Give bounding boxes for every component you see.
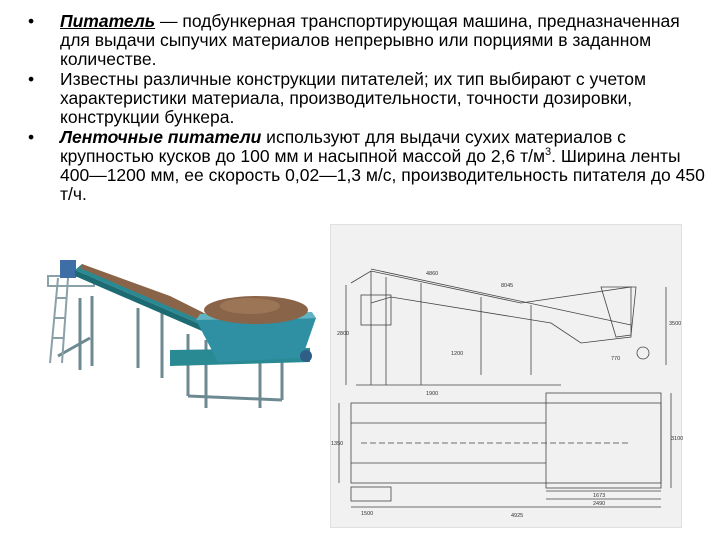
motor — [60, 260, 76, 278]
definition-text: — подбункерная транспортирующая машина, предназначенная для выдачи сыпучих материалов непрерывно или порциями в заданном количестве. — [60, 11, 680, 69]
types-text: Известны различные конструкции питателей; их тип выбирают с учетом характеристики материала, производительности, точности дозировки, конструкции бункера. — [60, 69, 647, 127]
bullet-item-feeder — [28, 12, 708, 69]
bullet-list — [28, 12, 708, 205]
dim-total: 4925 — [511, 513, 524, 519]
superscript-3: 3 — [544, 146, 552, 159]
dim-plan-width: 1350 — [331, 441, 344, 447]
bullet-item-types — [28, 70, 708, 127]
bullet-marker: • — [28, 11, 35, 31]
plan-view — [339, 393, 671, 507]
belt-feeder-render — [20, 238, 320, 420]
dim-drive: 1500 — [361, 511, 374, 517]
dim-height-3: 3500 — [669, 321, 682, 327]
dim-height-1: 1200 — [451, 351, 464, 357]
technical-drawing — [330, 224, 682, 528]
belt-feeder-text: используют для выдачи сухих материалов с крупностью кусков до 100 мм и насыпной массой до 2,6 т/м — [60, 127, 626, 166]
dim-hopper-width: 3100 — [671, 436, 684, 442]
drive-drum — [300, 350, 312, 362]
dim-length: 8045 — [501, 283, 514, 289]
dim-incline: 4860 — [426, 271, 439, 277]
term-feeder: Питатель — [60, 11, 156, 31]
dim-base: 1900 — [426, 391, 439, 397]
dim-hopper-2: 2490 — [593, 501, 606, 507]
dim-hopper-1: 1673 — [593, 493, 606, 499]
bullet-marker: • — [28, 127, 35, 147]
belt-feeder-text-2: . Ширина ленты 400—1200 мм, ее скорость 0,02—1,3 м/с, производительность питателя до 450 т/ч. — [60, 146, 705, 204]
term-belt-feeders: Ленточные питатели — [60, 127, 262, 147]
bullet-marker: • — [28, 69, 35, 89]
dim-height-2: 2800 — [337, 331, 350, 337]
bullet-item-belt-feeders — [28, 128, 708, 204]
dim-drum: 770 — [611, 356, 621, 362]
